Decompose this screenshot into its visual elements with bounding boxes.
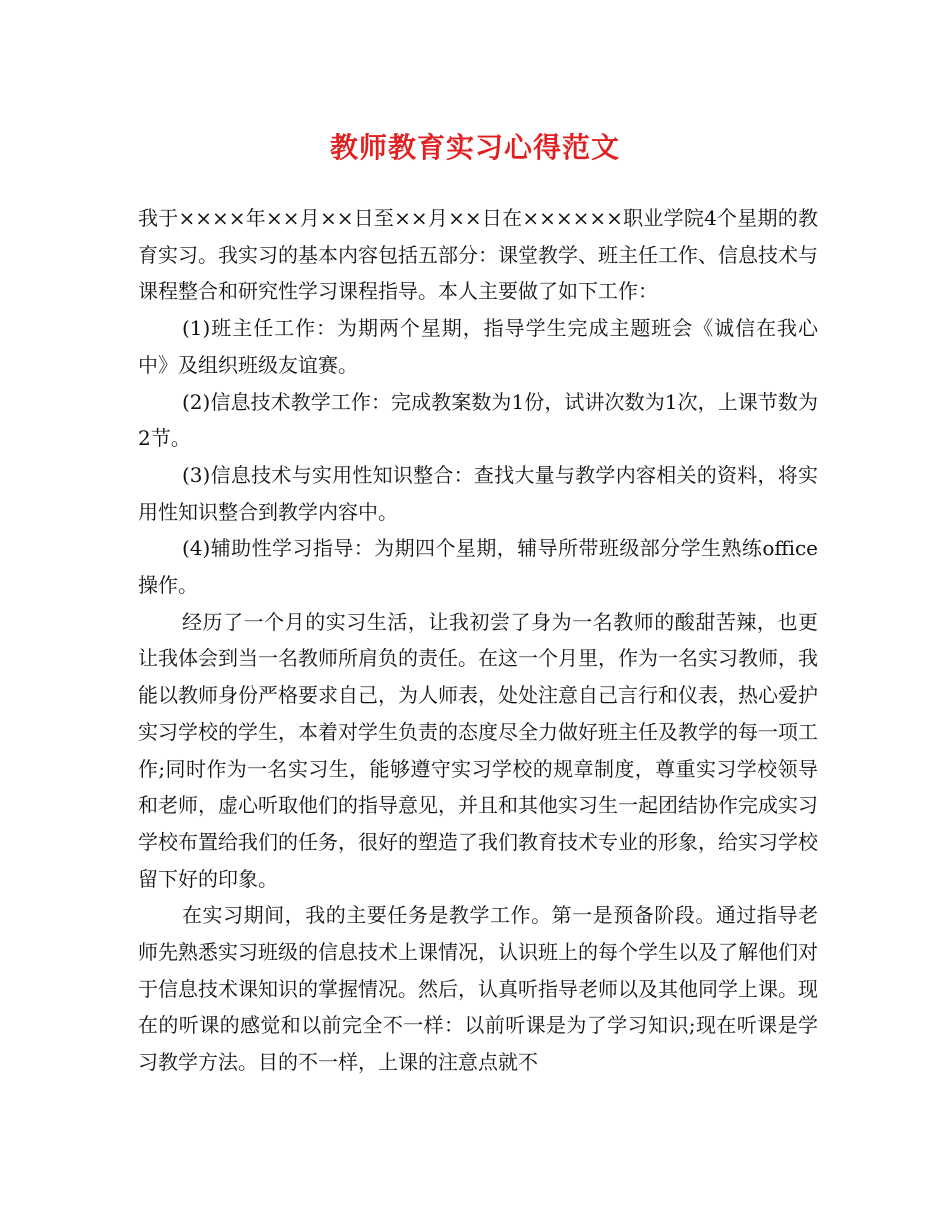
document-body (138, 200, 818, 1081)
paragraph-item-1: (1)班主任工作：为期两个星期，指导学生完成主题班会《诚信在我心中》及组织班级友谊赛。 (138, 316, 818, 377)
paragraph-intro: 我于××××年××月××日至××月××日在××××××职业学院4个星期的教育实习。我实习的基本内容包括五部分：课堂教学、班主任工作、信息技术与课程整合和研究性学习课程指导。本人主要做了如下工作： (138, 206, 818, 304)
paragraph-experience: 经历了一个月的实习生活，让我初尝了身为一名教师的酸甜苦辣，也更让我体会到当一名教师所肩负的责任。在这一个月里，作为一名实习教师，我能以教师身份严格要求自己，为人师表，处处注意自己言行和仪表，热心爱护实习学校的学生，本着对学生负责的态度尽全力做好班主任及教学的每一项工作;同时作为一名实习生，能够遵守实习学校的规章制度，尊重实习学校领导和老师，虚心听取他们的指导意见，并且和其他实习生一起团结协作完成实习学校布置给我们的任务，很好的塑造了我们教育技术专业的形象，给实习学校留下好的印象。 (138, 609, 818, 891)
paragraph-teaching: 在实习期间，我的主要任务是教学工作。第一是预备阶段。通过指导老师先熟悉实习班级的信息技术上课情况，认识班上的每个学生以及了解他们对于信息技术课知识的掌握情况。然后，认真听指导老师以及其他同学上课。现在的听课的感觉和以前完全不一样：以前听课是为了学习知识;现在听课是学习教学方法。目的不一样，上课的注意点就不 (138, 903, 818, 1075)
paragraph-item-4: (4)辅助性学习指导：为期四个星期，辅导所带班级部分学生熟练office操作。 (138, 536, 818, 598)
paragraph-item-3: (3)信息技术与实用性知识整合：查找大量与教学内容相关的资料，将实用性知识整合到教学内容中。 (138, 462, 818, 524)
paragraph-item-2: (2)信息技术教学工作：完成教案数为1份，试讲次数为1次，上课节数为2节。 (138, 389, 818, 451)
document-title: 教师教育实习心得范文 (329, 131, 620, 164)
